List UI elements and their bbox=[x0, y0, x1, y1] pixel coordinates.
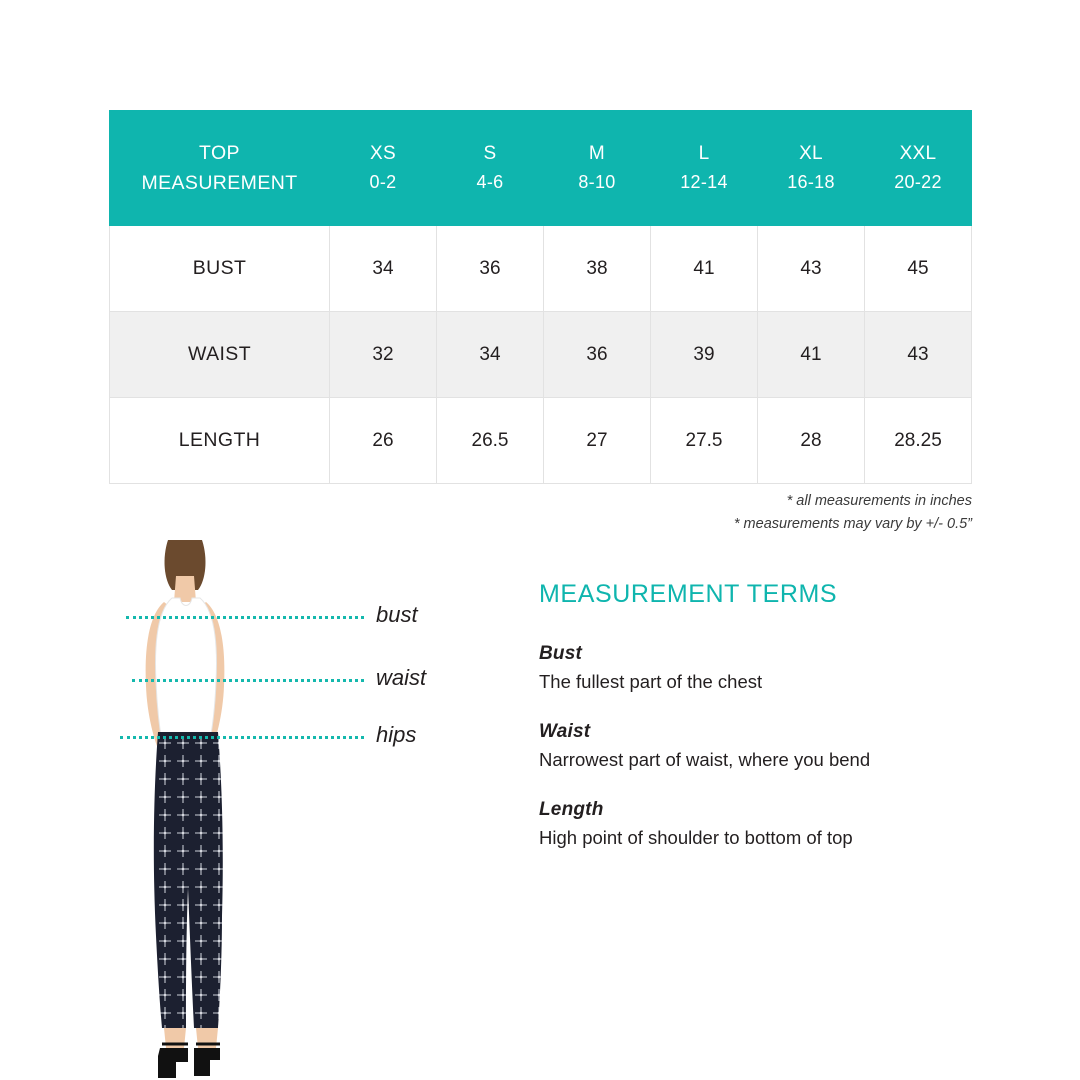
cell-length-l: 27.5 bbox=[651, 398, 758, 484]
cell-length-xxl: 28.25 bbox=[865, 398, 972, 484]
size-range: 0-2 bbox=[369, 171, 397, 192]
term-waist bbox=[539, 721, 999, 771]
cell-bust-xxl: 45 bbox=[865, 226, 972, 312]
bust-leader-line bbox=[126, 616, 364, 619]
size-range: 8-10 bbox=[578, 171, 616, 192]
hips-label: hips bbox=[376, 722, 417, 747]
size-name: S bbox=[483, 143, 497, 165]
term-length bbox=[539, 799, 999, 849]
term-description: Narrowest part of waist, where you bend bbox=[539, 749, 871, 770]
table-row bbox=[110, 398, 972, 484]
table-header-row bbox=[110, 111, 972, 226]
cell-waist-m: 36 bbox=[544, 312, 651, 398]
header-measurement-label bbox=[110, 111, 330, 226]
cell-bust-xl: 43 bbox=[758, 226, 865, 312]
cell-bust-xs: 34 bbox=[330, 226, 437, 312]
cell-waist-xs: 32 bbox=[330, 312, 437, 398]
term-bust bbox=[539, 643, 999, 693]
cell-bust-l: 41 bbox=[651, 226, 758, 312]
measurement-terms-section bbox=[539, 580, 999, 877]
cell-bust-s: 36 bbox=[437, 226, 544, 312]
term-name: Length bbox=[539, 799, 604, 820]
cell-length-xs: 26 bbox=[330, 398, 437, 484]
cell-bust-m: 38 bbox=[544, 226, 651, 312]
size-name: M bbox=[588, 143, 606, 165]
size-name: L bbox=[698, 143, 710, 165]
table-row bbox=[110, 312, 972, 398]
size-range: 20-22 bbox=[894, 171, 942, 192]
waist-label: waist bbox=[376, 665, 427, 690]
cell-waist-l: 39 bbox=[651, 312, 758, 398]
header-size-m bbox=[544, 111, 651, 226]
table-footnotes bbox=[734, 490, 972, 537]
header-size-l bbox=[651, 111, 758, 226]
size-range: 4-6 bbox=[476, 171, 504, 192]
table-header bbox=[110, 111, 972, 226]
cell-length-xl: 28 bbox=[758, 398, 865, 484]
term-description: The fullest part of the chest bbox=[539, 671, 763, 692]
bust-label: bust bbox=[376, 602, 418, 627]
size-range: 12-14 bbox=[680, 171, 728, 192]
table-body bbox=[110, 226, 972, 484]
cell-waist-xxl: 43 bbox=[865, 312, 972, 398]
footnote-units: * all measurements in inches bbox=[786, 493, 972, 509]
size-name: XS bbox=[370, 143, 396, 165]
term-description: High point of shoulder to bottom of top bbox=[539, 827, 853, 848]
size-name: XXL bbox=[899, 143, 937, 165]
term-name: Bust bbox=[539, 643, 583, 664]
model-illustration bbox=[96, 536, 536, 1080]
row-label-waist: WAIST bbox=[110, 312, 330, 398]
cell-length-s: 26.5 bbox=[437, 398, 544, 484]
size-range: 16-18 bbox=[787, 171, 835, 192]
header-label-line2: MEASUREMENT bbox=[141, 172, 298, 194]
size-name: XL bbox=[799, 143, 823, 165]
header-size-s bbox=[437, 111, 544, 226]
row-label-bust: BUST bbox=[110, 226, 330, 312]
header-label-line1: TOP bbox=[199, 141, 240, 164]
cell-length-m: 27 bbox=[544, 398, 651, 484]
measurement-terms-title: MEASUREMENT TERMS bbox=[539, 580, 838, 608]
size-chart-table bbox=[109, 110, 972, 484]
cell-waist-xl: 41 bbox=[758, 312, 865, 398]
hips-leader-line bbox=[120, 736, 364, 739]
header-size-xs bbox=[330, 111, 437, 226]
header-size-xl bbox=[758, 111, 865, 226]
row-label-length: LENGTH bbox=[110, 398, 330, 484]
cell-waist-s: 34 bbox=[437, 312, 544, 398]
footnote-tolerance: * measurements may vary by +/- 0.5” bbox=[733, 516, 972, 533]
waist-leader-line bbox=[132, 679, 364, 682]
term-name: Waist bbox=[539, 721, 591, 742]
header-size-xxl bbox=[865, 111, 972, 226]
table-row bbox=[110, 226, 972, 312]
